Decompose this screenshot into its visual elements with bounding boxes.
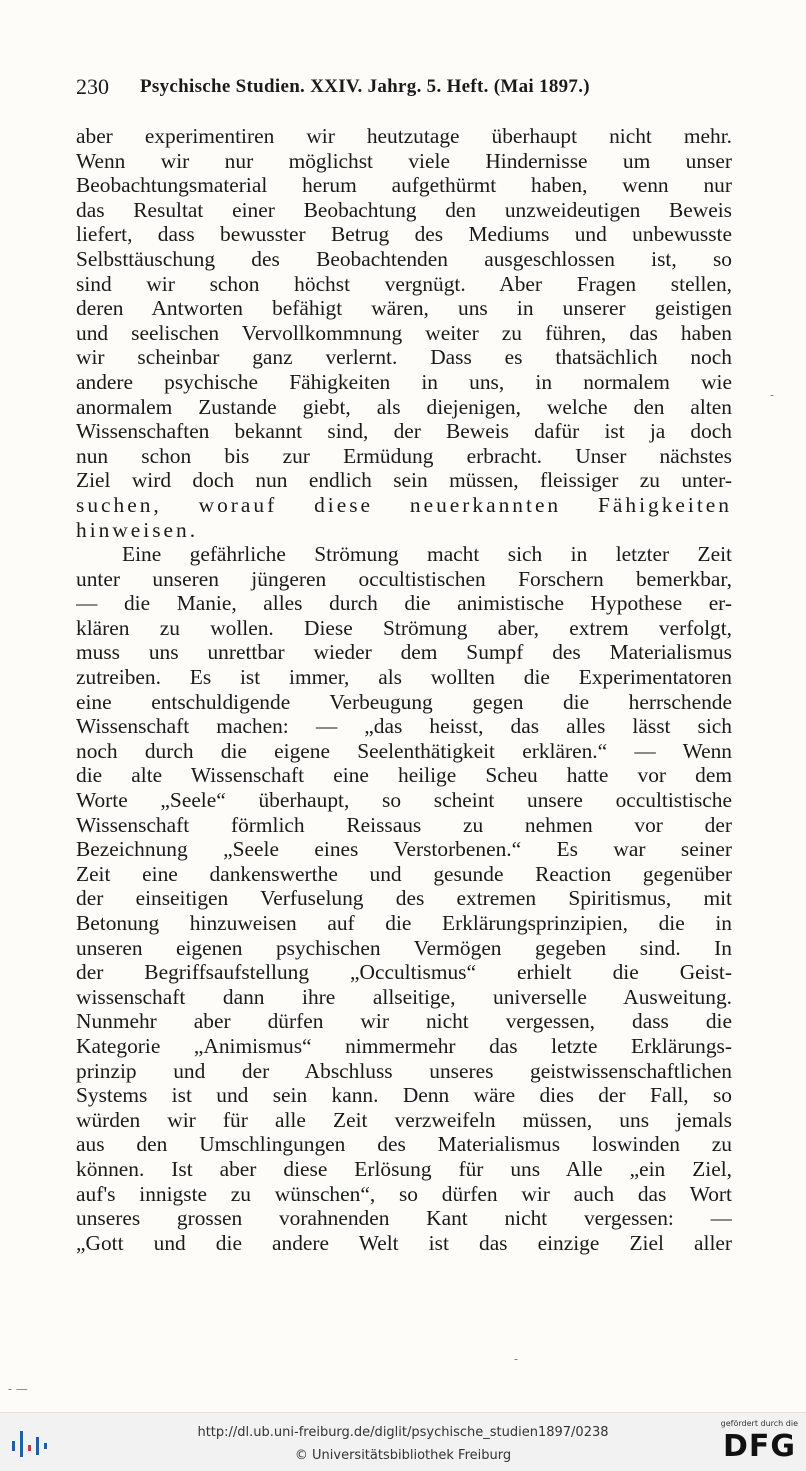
- text-line: Nunmehr aber dürfen wir nicht vergessen, dass die: [76, 1009, 732, 1034]
- text-line: würden wir für alle Zeit verzweifeln müssen, uns jemals: [76, 1107, 732, 1132]
- text-line: klären zu wollen. Diese Strömung aber, extrem verfolgt,: [76, 615, 732, 640]
- text-line: Zeit eine dankenswerthe und gesunde Reaction gegenüber: [76, 861, 732, 886]
- text-line: können. Ist aber diese Erlösung für uns Alle „ein Ziel,: [76, 1156, 732, 1181]
- running-header: [76, 74, 732, 104]
- text-line: Wissenschaft machen: — „das heisst, das alles lässt sich: [76, 714, 732, 739]
- text-line: aus den Umschlingungen des Materialismus loswinden zu: [76, 1132, 732, 1157]
- text-line: wir scheinbar ganz verlernt. Dass es thatsächlich noch: [76, 345, 732, 370]
- dfg-logo-text: DFG: [722, 1429, 796, 1464]
- text-line: wissenschaft dann ihre allseitige, universelle Ausweitung.: [76, 984, 732, 1009]
- text-line: Kategorie „Animismus“ nimmermehr das letzte Erklärungs-: [76, 1033, 732, 1058]
- text-line: Wenn wir nur möglichst viele Hindernisse um unser: [76, 148, 732, 173]
- text-line: eine entschuldigende Verbeugung gegen die herrschende: [76, 689, 732, 714]
- text-line: noch durch die eigene Seelenthätigkeit erklären.“ — Wenn: [76, 738, 732, 763]
- text-line: die alte Wissenschaft eine heilige Scheu hatte vor dem: [76, 763, 732, 788]
- dfg-caption: gefördert durch die: [720, 1419, 798, 1428]
- text-line: aber experimentiren wir heutzutage überhaupt nicht mehr.: [76, 124, 732, 148]
- text-line: unseren eigenen psychischen Vermögen gegeben sind. In: [76, 935, 732, 960]
- text-line: Selbsttäuschung des Beobachtenden ausgeschlossen ist, so: [76, 246, 732, 271]
- text-line: Wissenschaften bekannt sind, der Beweis dafür ist ja doch: [76, 419, 732, 444]
- text-line: muss uns unrettbar wieder dem Sumpf des Materialismus: [76, 640, 732, 665]
- scan-speck: -: [514, 1352, 519, 1366]
- text-line: Bezeichnung „Seele eines Verstorbenen.“ Es war seiner: [76, 837, 732, 862]
- text-line: liefert, dass bewusster Betrug des Mediums und unbewusste: [76, 222, 732, 247]
- text-line: und seelischen Vervollkommnung weiter zu führen, das haben: [76, 320, 732, 345]
- scan-speck: -: [770, 388, 775, 402]
- text-line: „Gott und die andere Welt ist das einzige Ziel aller: [76, 1230, 732, 1255]
- text-line: das Resultat einer Beobachtung den unzweideutigen Beweis: [76, 197, 732, 222]
- text-line: der einseitigen Verfuselung des extremen Spiritismus, mit: [76, 886, 732, 911]
- text-line: Eine gefährliche Strömung macht sich in letzter Zeit: [122, 542, 732, 567]
- source-url[interactable]: http://dl.ub.uni-freiburg.de/diglit/psychische_studien1897/0238: [197, 1425, 609, 1440]
- text-line: Systems ist und sein kann. Denn wäre dies der Fall, so: [76, 1083, 732, 1108]
- text-line: — die Manie, alles durch die animistische Hypothese er-: [76, 591, 732, 616]
- text-line: unseres grossen vorahnenden Kant nicht vergessen: —: [76, 1206, 732, 1231]
- copyright-notice: © Universitätsbibliothek Freiburg: [294, 1448, 512, 1463]
- text-line: Worte „Seele“ überhaupt, so scheint unsere occultistische: [76, 788, 732, 813]
- body-text: [76, 124, 732, 1255]
- text-line: der Begriffsaufstellung „Occultismus“ erhielt die Geist-: [76, 960, 732, 985]
- text-line: zutreiben. Es ist immer, als wollten die Experimentatoren: [76, 665, 732, 690]
- text-line: nun schon bis zur Ermüdung erbracht. Unser nächstes: [76, 443, 732, 468]
- text-line: Ziel wird doch nun endlich sein müssen, fleissiger zu unter-: [76, 468, 732, 493]
- text-line: Beobachtungsmaterial herum aufgethürmt haben, wenn nur: [76, 173, 732, 198]
- digital-library-footer: [0, 1412, 806, 1471]
- text-line: anormalem Zustande giebt, als diejenigen, welche den alten: [76, 394, 732, 419]
- text-line: deren Antworten befähigt wären, uns in unserer geistigen: [76, 296, 732, 321]
- running-title: Psychische Studien. XXIV. Jahrg. 5. Heft. (Mai 1897.): [140, 76, 590, 97]
- text-line: Betonung hinzuweisen auf die Erklärungsprinzipien, die in: [76, 911, 732, 935]
- text-line: sind wir schon höchst vergnügt. Aber Fragen stellen,: [76, 271, 732, 296]
- dfg-logo: [714, 1419, 798, 1465]
- text-line: hinweisen.: [76, 517, 199, 542]
- page-number: 230: [76, 74, 109, 99]
- text-line: unter unseren jüngeren occultistischen Forschern bemerkbar,: [76, 566, 732, 591]
- text-line: Wissenschaft förmlich Reissaus zu nehmen vor der: [76, 812, 732, 837]
- text-line: suchen, worauf diese neuerkannten Fähigkeiten: [76, 492, 732, 517]
- text-line: auf's innigste zu wünschen“, so dürfen wir auch das Wort: [76, 1181, 732, 1206]
- text-line: prinzip und der Abschluss unseres geistwissenschaftlichen: [76, 1058, 732, 1083]
- text-line: andere psychische Fähigkeiten in uns, in normalem wie: [76, 369, 732, 394]
- scan-speck: - —: [8, 1382, 28, 1396]
